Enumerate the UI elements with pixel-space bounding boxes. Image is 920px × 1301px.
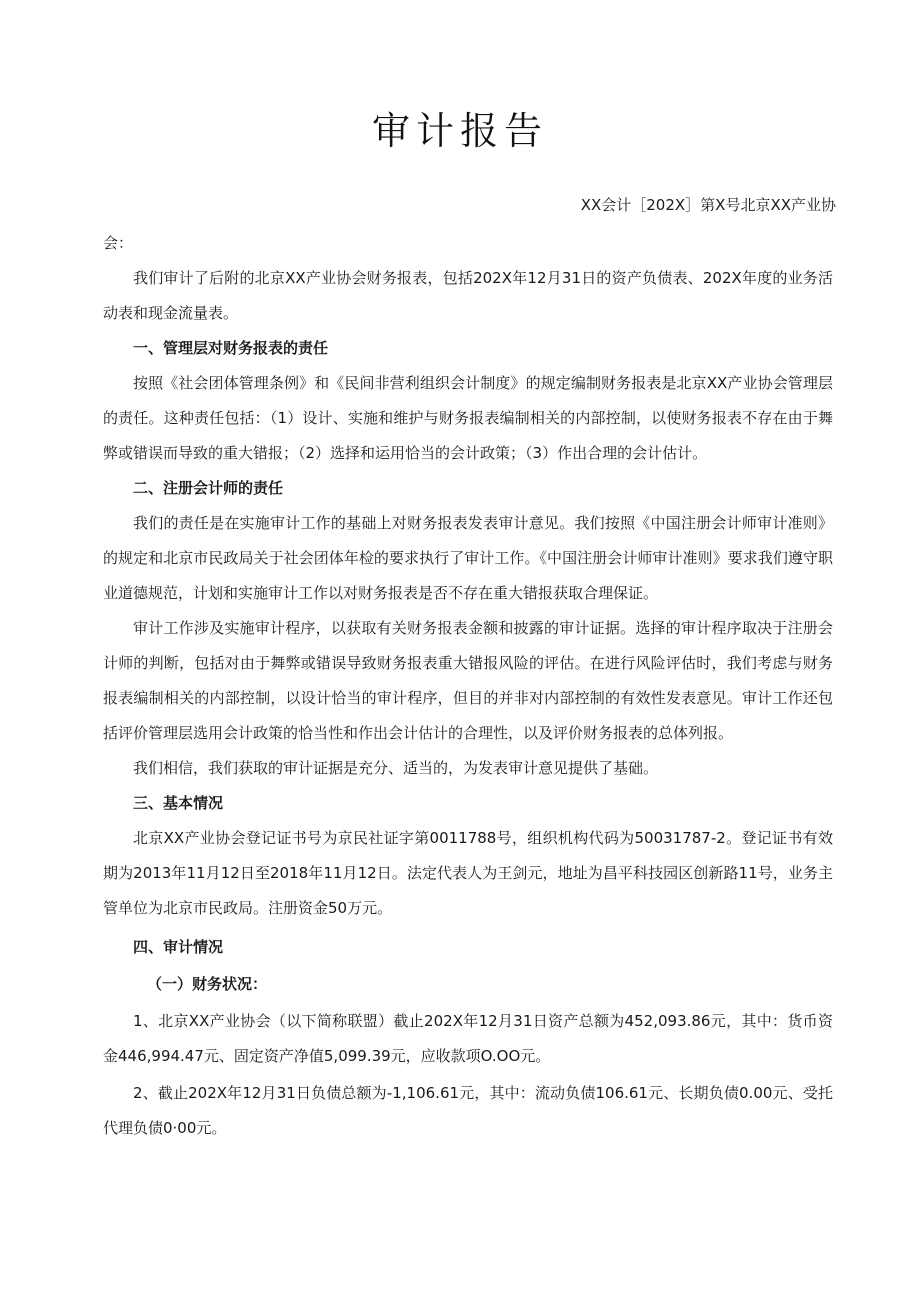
- liabilities-item: 2、截止202X年12月31日负债总额为-1,106.61元，其中：流动负债106.61元、长期负债0.00元、受托代理负债0·00元。: [103, 1084, 833, 1137]
- section-heading-audit-status: 四、审计情况: [133, 938, 224, 956]
- audit-procedures-paragraph: 审计工作涉及实施审计程序，以获取有关财务报表金额和披露的审计证据。选择的审计程序取决于注册会计师的判断，包括对由于舞弊或错误导致财务报表重大错报风险的评估。在进行风险评估时，我们考虑与财务报表编制相关的内部控制，以设计恰当的审计程序，但目的并非对内部控制的有效性发表意见。审计工作还包括评价管理层选用会计政策的恰当性和作出会计估计的合理性，以及评价财务报表的总体列报。: [103, 619, 833, 742]
- basic-info-paragraph: 北京XX产业协会登记证书号为京民社证字第0011788号，组织机构代码为50031787-2。登记证书有效期为2013年11月12日至2018年11月12日。法定代表人为王剑元，地址为昌平科技园区创新路11号，业务主管单位为北京市民政局。注册资金50万元。: [103, 829, 833, 917]
- financial-status-subheading: （一）财务状况：: [147, 975, 268, 993]
- document-body: [103, 226, 833, 1146]
- report-reference-number: XX会计［202X］第X号北京XX产业协: [580, 196, 836, 214]
- addressee: 会：: [103, 234, 134, 252]
- management-responsibility-paragraph: 按照《社会团体管理条例》和《民间非营利组织会计制度》的规定编制财务报表是北京XX产业协会管理层的责任。这种责任包括：（1）设计、实施和维护与财务报表编制相关的内部控制，以使财务报表不存在由于舞弊或错误而导致的重大错报；（2）选择和运用恰当的会计政策；（3）作出合理的会计估计。: [103, 374, 833, 462]
- section-heading-basic-info: 三、基本情况: [133, 794, 224, 812]
- auditor-responsibility-paragraph: 我们的责任是在实施审计工作的基础上对财务报表发表审计意见。我们按照《中国注册会计师审计准则》的规定和北京市民政局关于社会团体年检的要求执行了审计工作。《中国注册会计师审计准则》要求我们遵守职业道德规范，计划和实施审计工作以对财务报表是否不存在重大错报获取合理保证。: [103, 514, 833, 602]
- document-title: 审计报告: [371, 109, 548, 153]
- audit-evidence-paragraph: 我们相信，我们获取的审计证据是充分、适当的，为发表审计意见提供了基础。: [133, 759, 659, 777]
- intro-paragraph: 我们审计了后附的北京XX产业协会财务报表，包括202X年12月31日的资产负债表、202X年度的业务活动表和现金流量表。: [103, 269, 833, 322]
- section-heading-management-responsibility: 一、管理层对财务报表的责任: [133, 339, 329, 357]
- section-heading-auditor-responsibility: 二、注册会计师的责任: [133, 479, 284, 497]
- assets-item: 1、北京XX产业协会（以下简称联盟）截止202X年12月31日资产总额为452,093.86元，其中：货币资金446,994.47元、固定资产净值5,099.39元，应收款项O.OO元。: [103, 1012, 833, 1065]
